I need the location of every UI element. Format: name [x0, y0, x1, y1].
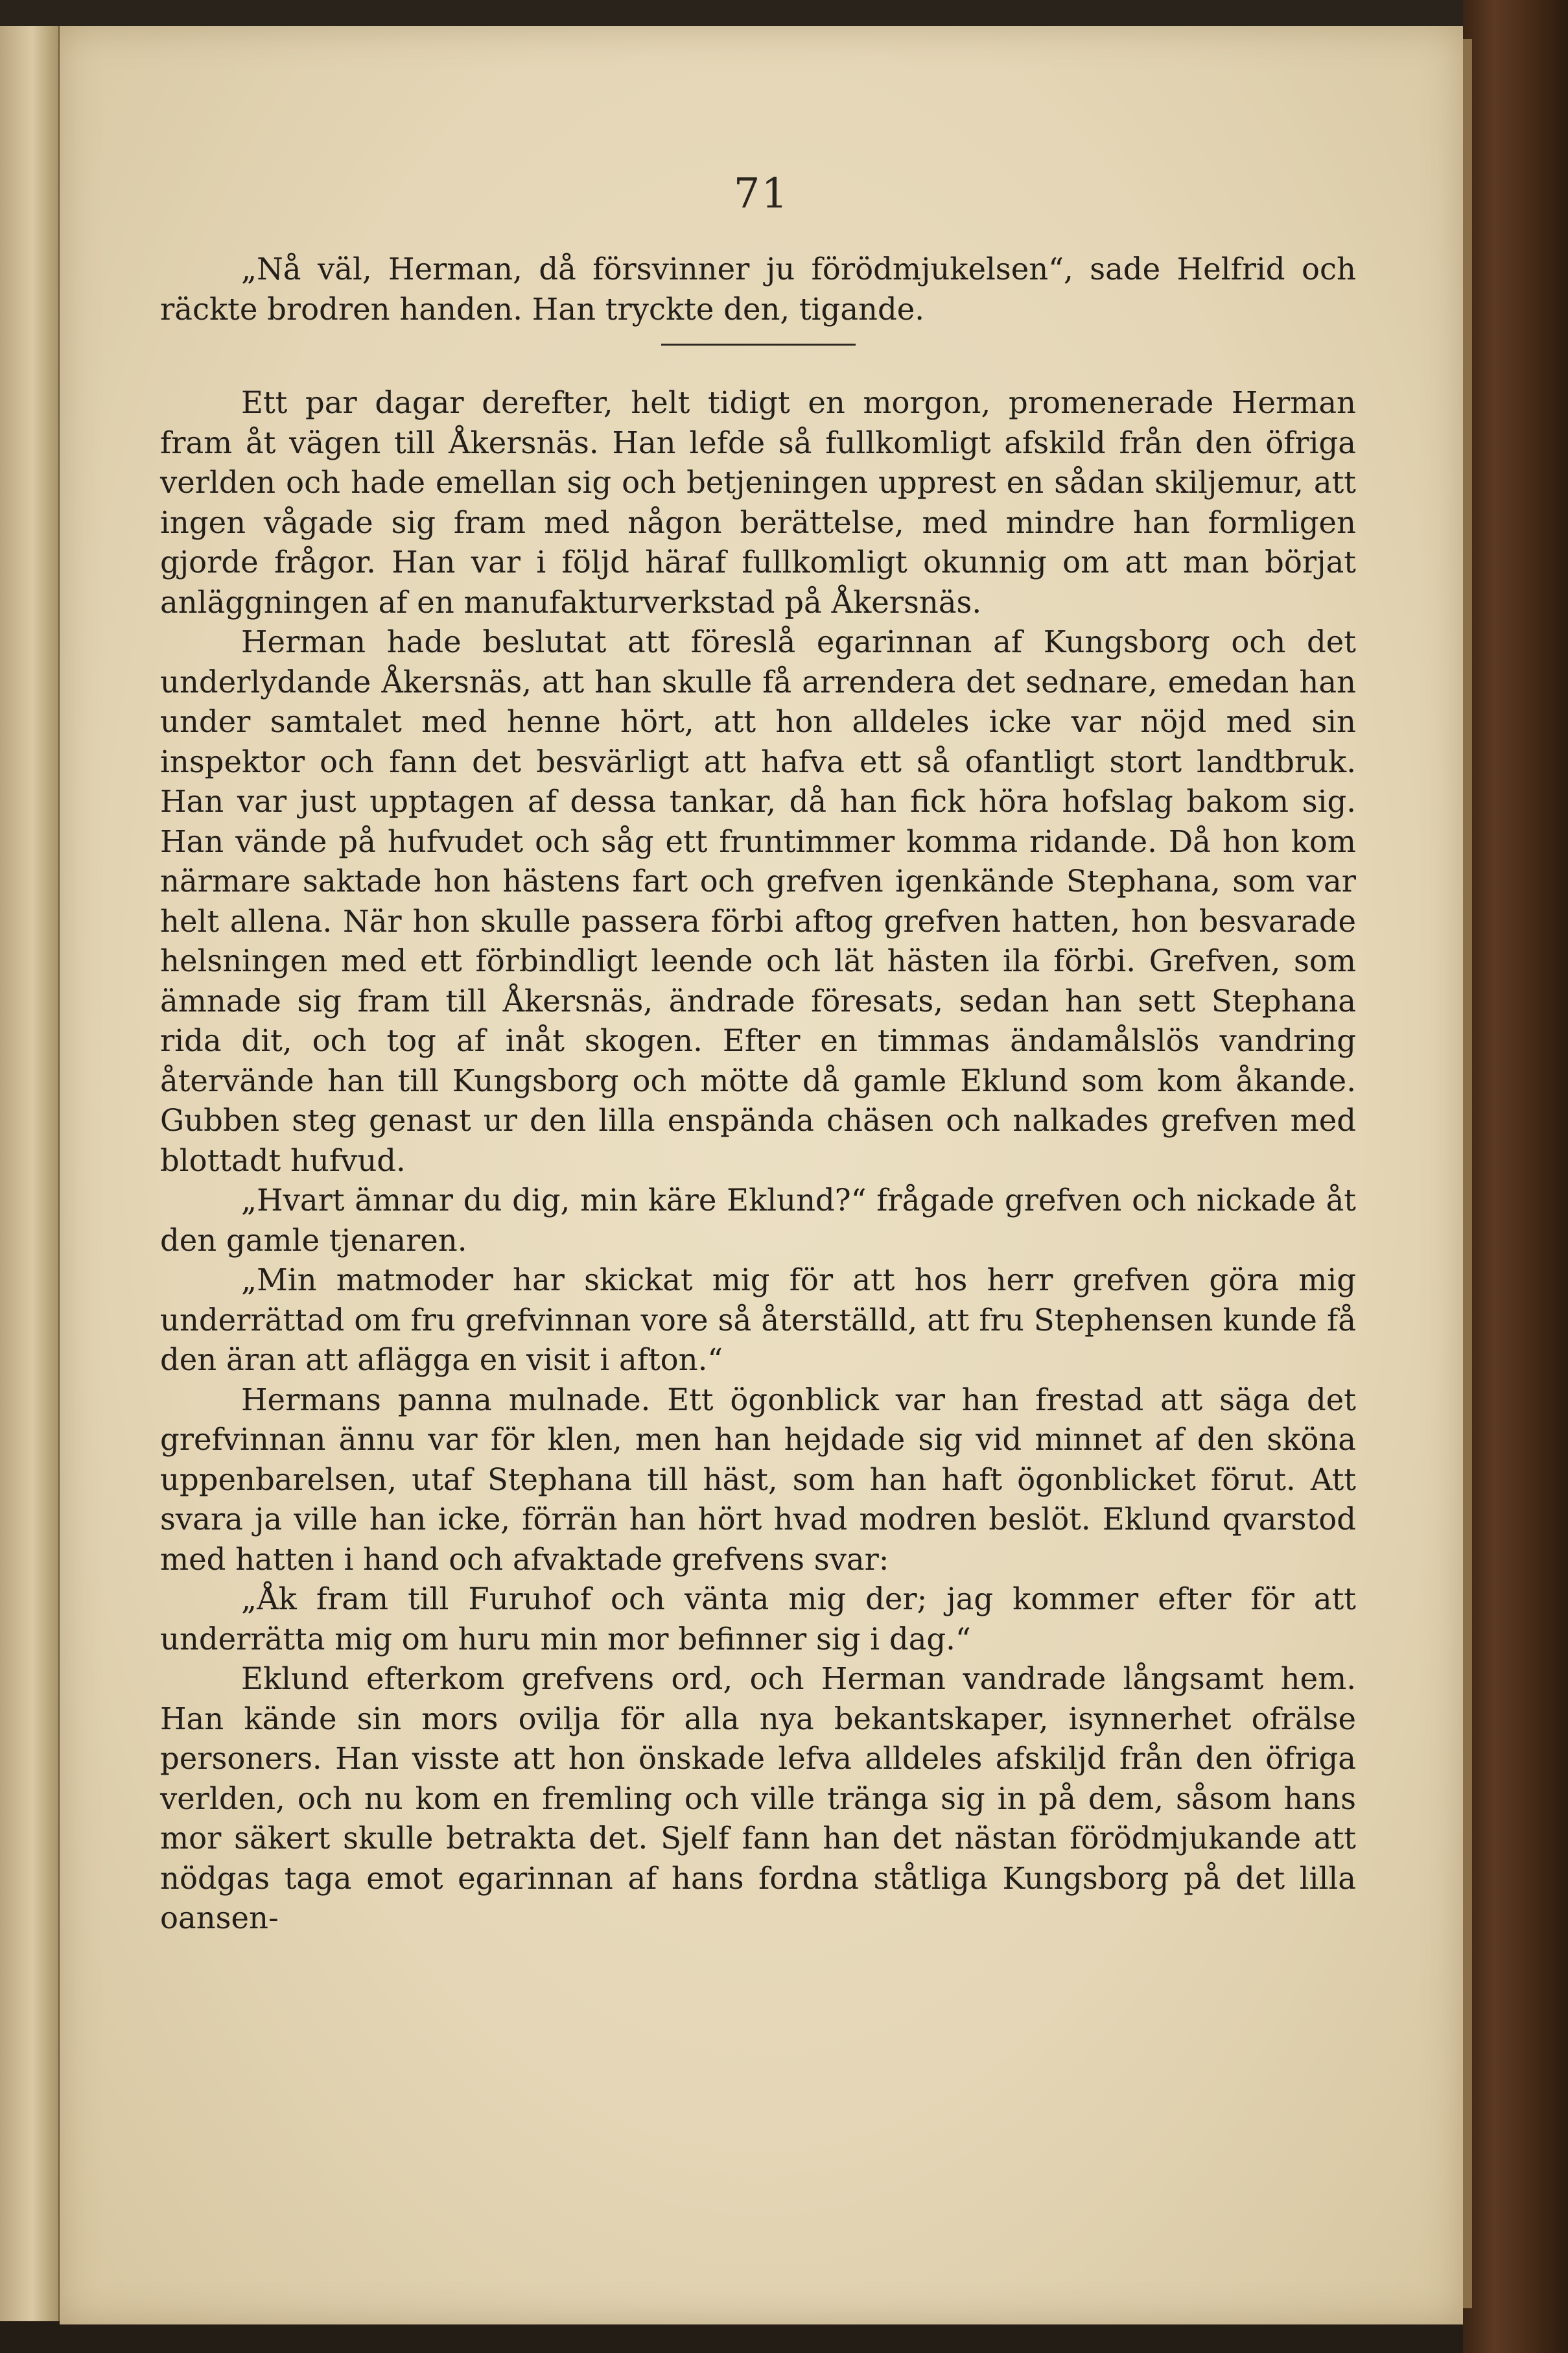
section-separator — [661, 344, 856, 346]
body-text — [160, 250, 1356, 1939]
paragraph: „Åk fram till Furuhof och vänta mig der; jag kommer efter för att underrätta mig om huru min mor befinner sig i dag.“ — [160, 1581, 1356, 1657]
left-page-edge — [0, 26, 60, 2321]
page-block-edge — [1463, 39, 1472, 2308]
paragraph: „Min matmoder har skickat mig för att hos herr grefven göra mig underrättad om fru grefvinnan vore så återställd, att fru Stephensen kunde få den äran att aflägga en visit i afton.“ — [160, 1262, 1356, 1377]
paragraph: Ett par dagar derefter, helt tidigt en morgon, promenerade Herman fram åt vägen till Åkersnäs. Han lefde så fullkomligt afskild från den öfriga verlden och hade emellan sig och betjeningen upprest en sådan skiljemur, att ingen vågade sig fram med någon berättelse, med mindre han formligen gjorde frågor. Han var i följd häraf fullkomligt okunnig om att man börjat anläggningen af en manufakturverkstad på Åkersnäs. — [160, 385, 1356, 620]
paragraph: Herman hade beslutat att föreslå egarinnan af Kungsborg och det underlydande Åkersnäs, att han skulle få arrendera det sednare, emedan han under samtalet med henne hört, att hon alldeles icke var nöjd med sin inspektor och fann det besvärligt att hafva ett så ofantligt stort landtbruk. Han var just upptagen af dessa tankar, då han fick höra hofslag bakom sig. Han vände på hufvudet och såg ett fruntimmer komma ridande. Då hon kom närmare saktade hon hästens fart och grefven igenkände Stephana, som var helt allena. När hon skulle passera förbi aftog grefven hatten, hon besvarade helsningen med ett förbindligt leende och lät hästen ila förbi. Grefven, som ämnade sig fram till Åkersnäs, ändrade föresats, sedan han sett Stephana rida dit, och tog af inåt skogen. Efter en timmas ändamålslös vandring återvände han till Kungsborg och mötte då gamle Eklund som kom åkande. Gubben steg genast ur den lilla enspända chäsen och nalkades grefven med blottadt hufvud. — [160, 624, 1356, 1178]
book-cover-edge — [1463, 0, 1568, 2353]
paragraph: „Hvart ämnar du dig, min käre Eklund?“ frågade grefven och nickade åt den gamle tjenaren. — [160, 1183, 1356, 1258]
paragraph: Eklund efterkom grefvens ord, och Herman vandrade långsamt hem. Han kände sin mors ovilja för alla nya bekantskaper, isynnerhet ofrälse personers. Han visste att hon önskade lefva alldeles afskiljd från den öfriga verlden, och nu kom en fremling och ville tränga sig in på dem, såsom hans mor säkert skulle betrakta det. Sjelf fann han det nästan förödmjukande att nödgas taga emot egarinnan af hans fordna ståtliga Kungsborg på det lilla oansen- — [160, 1661, 1356, 1935]
page-number: 71 — [733, 170, 790, 218]
paragraph: Hermans panna mulnade. Ett ögonblick var han frestad att säga det grefvinnan ännu var för klen, men han hejdade sig vid minnet af den sköna uppenbarelsen, utaf Stephana till häst, som han haft ögonblicket förut. Att svara ja ville han icke, förrän han hört hvad modren beslöt. Eklund qvarstod med hatten i hand och afvaktade grefvens svar: — [160, 1382, 1356, 1577]
book-page — [60, 26, 1463, 2324]
paragraph: „Nå väl, Herman, då försvinner ju förödmjukelsen“, sade Helfrid och räckte brodren handen. Han tryckte den, tigande. — [160, 252, 1356, 327]
